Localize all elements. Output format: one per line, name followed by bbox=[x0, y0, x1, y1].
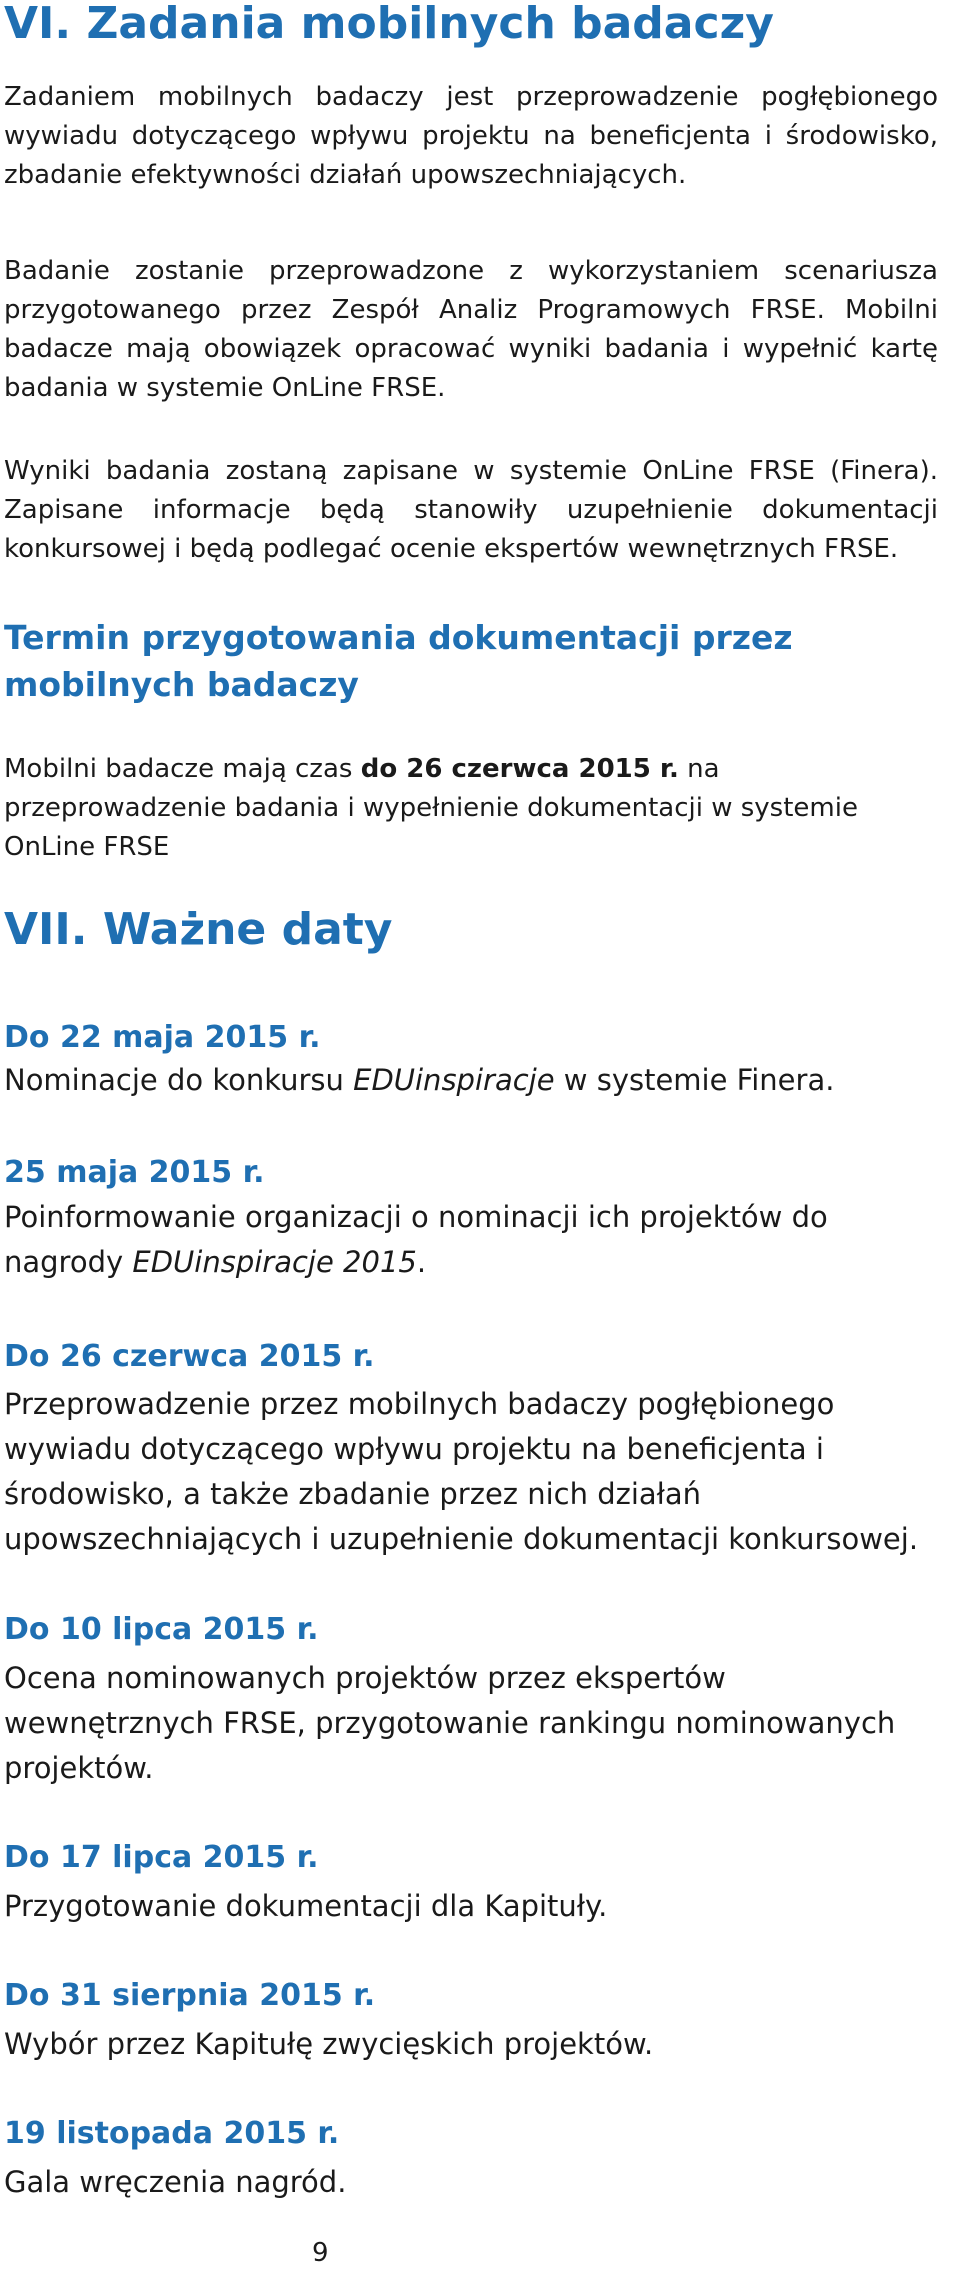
date-item-1-text-before: Nominacje do konkursu bbox=[4, 1063, 354, 1097]
section-6-title: VI. Zadania mobilnych badaczy bbox=[4, 0, 774, 49]
date-item-1-italic: EDUinspiracje bbox=[353, 1063, 555, 1097]
date-item-2-italic: EDUinspiracje 2015 bbox=[132, 1245, 417, 1279]
date-item-3-description: Przeprowadzenie przez mobilnych badaczy pogłębionego wywiadu dotyczącego wpływu projektu na beneficjenta i środowisko, a także zbadanie przez nich działań upowszechniających i uzupełnienie dokumentacji konkursowej. bbox=[4, 1387, 919, 1556]
date-item-2-text-before: Poinformowanie organizacji o nominacji ich projektów do nagrody bbox=[4, 1200, 828, 1279]
date-item-1-text-after: w systemie Finera. bbox=[554, 1063, 835, 1097]
date-item-4-date: Do 10 lipca 2015 r. bbox=[4, 1612, 319, 1647]
section-6-paragraph-4 bbox=[4, 750, 938, 867]
date-item-7-date: 19 listopada 2015 r. bbox=[4, 2116, 340, 2151]
date-item-1-description bbox=[4, 1058, 938, 1103]
deadline-subheading: Termin przygotowania dokumentacji przez mobilnych badaczy bbox=[4, 618, 793, 704]
paragraph-4-text-before: Mobilni badacze mają czas bbox=[4, 754, 361, 784]
date-item-5-date: Do 17 lipca 2015 r. bbox=[4, 1840, 319, 1875]
date-item-6-date: Do 31 sierpnia 2015 r. bbox=[4, 1978, 376, 2013]
date-item-3-date: Do 26 czerwca 2015 r. bbox=[4, 1339, 375, 1374]
page-number: 9 bbox=[312, 2238, 329, 2268]
date-item-2-description bbox=[4, 1195, 938, 1285]
section-6-paragraph-2: Badanie zostanie przeprowadzone z wykorzystaniem scenariusza przygotowanego przez Zespół Analiz Programowych FRSE. Mobilni badacze mają obowiązek opracować wyniki badania i wypełnić kartę badania w systemie OnLine FRSE. bbox=[4, 256, 938, 403]
date-item-6-description: Wybór przez Kapitułę zwycięskich projektów. bbox=[4, 2027, 654, 2061]
date-item-5-description: Przygotowanie dokumentacji dla Kapituły. bbox=[4, 1889, 608, 1923]
date-item-4-description: Ocena nominowanych projektów przez ekspertów wewnętrznych FRSE, przygotowanie rankingu nominowanych projektów. bbox=[4, 1661, 896, 1785]
section-6-paragraph-1: Zadaniem mobilnych badaczy jest przeprowadzenie pogłębionego wywiadu dotyczącego wpływu projektu na beneficjenta i środowisko, zbadanie efektywności działań upowszechniających. bbox=[4, 82, 938, 190]
date-item-7-description: Gala wręczenia nagród. bbox=[4, 2165, 347, 2199]
date-item-2-text-after: . bbox=[416, 1245, 427, 1279]
section-6-paragraph-3: Wyniki badania zostaną zapisane w systemie OnLine FRSE (Finera). Zapisane informacje będą stanowiły uzupełnienie dokumentacji konkursowej i będą podlegać ocenie ekspertów wewnętrznych FRSE. bbox=[4, 456, 938, 564]
section-7-title: VII. Ważne daty bbox=[4, 904, 393, 955]
paragraph-4-text-after: na przeprowadzenie badania i wypełnienie dokumentacji w systemie OnLine FRSE bbox=[4, 754, 858, 862]
date-item-2-date: 25 maja 2015 r. bbox=[4, 1155, 265, 1190]
paragraph-4-deadline: do 26 czerwca 2015 r. bbox=[360, 754, 679, 784]
date-item-1-date: Do 22 maja 2015 r. bbox=[4, 1020, 321, 1055]
